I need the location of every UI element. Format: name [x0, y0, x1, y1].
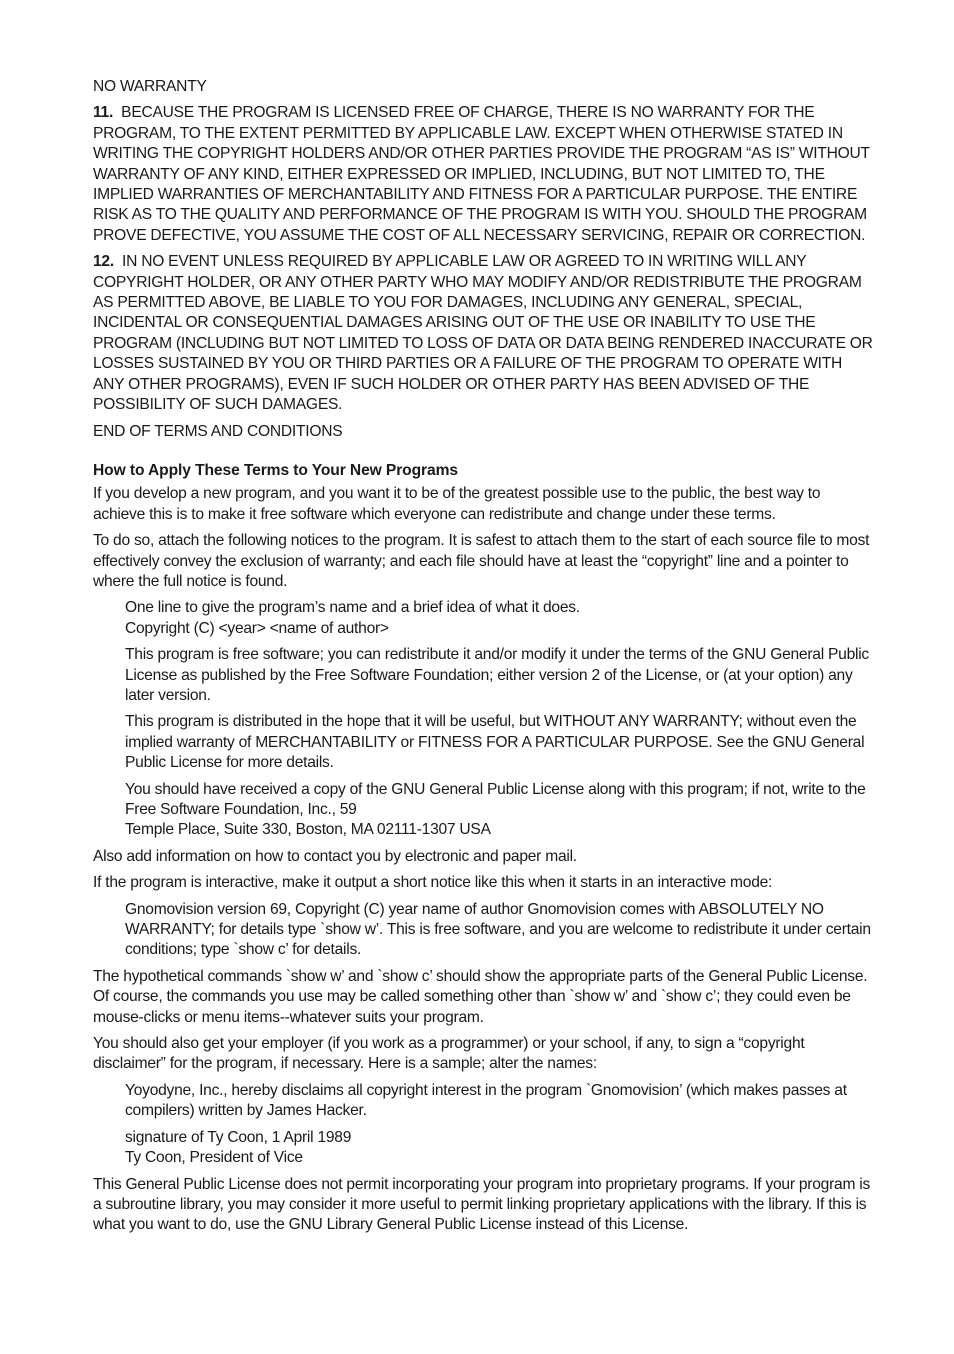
employer-paragraph: You should also get your employer (if you work as a programmer) or your school, if any, to sign a “copyright disclaimer” for the program, if necessary. Here is a sample; alter the names: [93, 1035, 805, 1073]
notice-paragraph-2: This program is distributed in the hope that it will be useful, but WITHOUT ANY WARRANTY; without even the implied warranty of MERCHANTABILITY or FITNESS FOR A PARTICULAR PURPOSE. See the GNU General Public License for more details. [125, 713, 865, 772]
how-to-apply-heading: How to Apply These Terms to Your New Programs [93, 461, 458, 479]
interactive-notice: Gnomovision version 69, Copyright (C) year name of author Gnomovision comes with ABSOLUTELY NO WARRANTY; for details type `show w’. This is free software, and you are welcome to redistribute it under certain conditions; type `show c’ for details. [125, 900, 871, 959]
signature-line-2: Ty Coon, President of Vice [125, 1149, 303, 1167]
signature-block [93, 1128, 875, 1169]
contact-paragraph: Also add information on how to contact you by electronic and paper mail. [93, 847, 577, 865]
disclaimer-sample: Yoyodyne, Inc., hereby disclaims all copyright interest in the program `Gnomovision’ (which makes passes at compilers) written by James Hacker. [125, 1081, 847, 1120]
notice-header [93, 598, 875, 639]
closing-paragraph: This General Public License does not permit incorporating your program into proprietary programs. If your program is a subroutine library, you may consider it more useful to permit linking proprietary applications with the library. If this is what you want to do, use the GNU Library General Public License instead of this License. [93, 1175, 871, 1234]
notice-paragraph-1: This program is free software; you can redistribute it and/or modify it under the terms of the GNU General Public License as published by the Free Software Foundation; either version 2 of the License, or (at your option) any later version. [125, 646, 869, 704]
intro-paragraph-2: To do so, attach the following notices to the program. It is safest to attach them to the start of each source file to most effectively convey the exclusion of warranty; and each file should have at least the “copyright” line and a pointer to where the full notice is found. [93, 532, 870, 590]
clause-12 [93, 252, 875, 415]
notice-paragraph-3-b: Temple Place, Suite 330, Boston, MA 02111-1307 USA [125, 821, 491, 839]
clause-number: 11. [93, 104, 114, 122]
notice-line-1: One line to give the program’s name and a brief idea of what it does. [125, 599, 580, 617]
notice-paragraph-3 [93, 780, 875, 841]
commands-paragraph: The hypothetical commands `show w’ and `show c’ should show the appropriate parts of the General Public License. Of course, the commands you use may be called something other than `show w’ and `show c’; they could even be mouse-clicks or menu items--whatever suits your program. [93, 967, 868, 1026]
clause-11 [93, 103, 875, 246]
clause-number: 12. [93, 253, 114, 271]
no-warranty-heading: NO WARRANTY [93, 78, 207, 95]
signature-line-1: signature of Ty Coon, 1 April 1989 [125, 1128, 352, 1146]
clause-text: IN NO EVENT UNLESS REQUIRED BY APPLICABLE LAW OR AGREED TO IN WRITING WILL ANY COPYRIGHT HOLDER, OR ANY OTHER PARTY WHO MAY MODIFY AND/OR REDISTRIBUTE THE PROGRAM AS PERMITTED ABOVE, BE LIABLE TO YOU FOR DAMAGES, INCLUDING ANY GENERAL, SPECIAL, INCIDENTAL OR CONSEQUENTIAL DAMAGES ARISING OUT OF THE USE OR INABILITY TO USE THE PROGRAM (INCLUDING BUT NOT LIMITED TO LOSS OF DATA OR DATA BEING RENDERED INACCURATE OR LOSSES SUSTAINED BY YOU OR THIRD PARTIES OR A FAILURE OF THE PROGRAM TO OPERATE WITH ANY OTHER PROGRAMS), EVEN IF SUCH HOLDER OR OTHER PARTY HAS BEEN ADVISED OF THE POSSIBILITY OF SUCH DAMAGES. [93, 253, 873, 414]
notice-line-2: Copyright (C) <year> <name of author> [125, 619, 389, 637]
end-of-terms: END OF TERMS AND CONDITIONS [93, 422, 343, 440]
clause-text: BECAUSE THE PROGRAM IS LICENSED FREE OF CHARGE, THERE IS NO WARRANTY FOR THE PROGRAM, TO THE EXTENT PERMITTED BY APPLICABLE LAW. EXCEPT WHEN OTHERWISE STATED IN WRITING THE COPYRIGHT HOLDERS AND/OR OTHER PARTIES PROVIDE THE PROGRAM “AS IS” WITHOUT WARRANTY OF ANY KIND, EITHER EXPRESSED OR IMPLIED, INCLUDING, BUT NOT LIMITED TO, THE IMPLIED WARRANTIES OF MERCHANTABILITY AND FITNESS FOR A PARTICULAR PURPOSE. THE ENTIRE RISK AS TO THE QUALITY AND PERFORMANCE OF THE PROGRAM IS WITH YOU. SHOULD THE PROGRAM PROVE DEFECTIVE, YOU ASSUME THE COST OF ALL NECESSARY SERVICING, REPAIR OR CORRECTION. [93, 104, 870, 244]
intro-paragraph-1: If you develop a new program, and you want it to be of the greatest possible use to the public, the best way to achieve this is to make it free software which everyone can redistribute and change under these terms. [93, 485, 821, 523]
document-page [93, 77, 875, 1242]
notice-paragraph-3-a: You should have received a copy of the GNU General Public License along with this program; if not, write to the Free Software Foundation, Inc., 59 [125, 780, 866, 818]
interactive-paragraph: If the program is interactive, make it output a short notice like this when it starts in an interactive mode: [93, 874, 773, 892]
